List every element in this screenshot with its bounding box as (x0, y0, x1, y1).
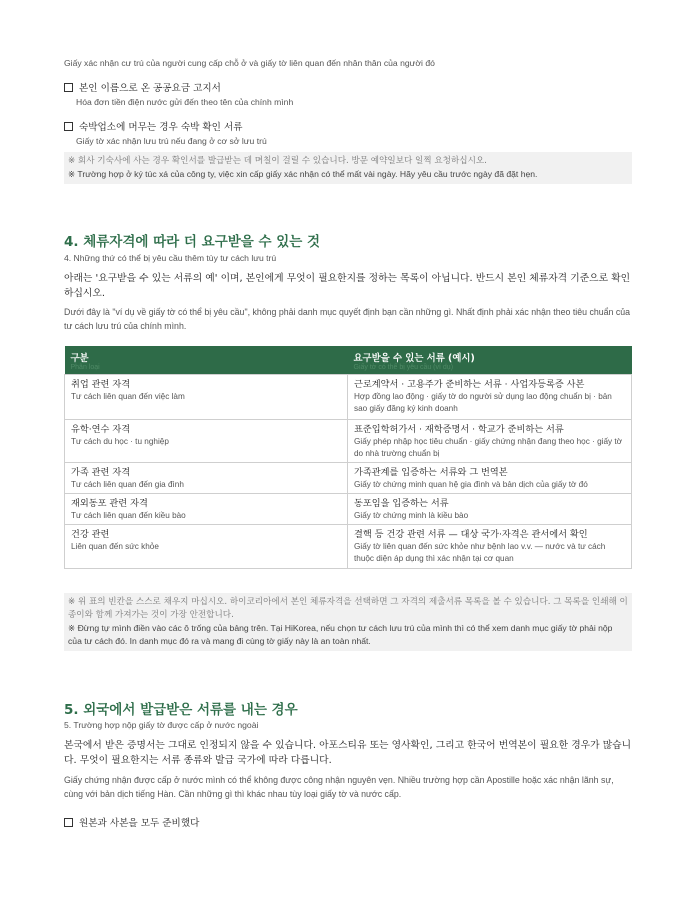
section-4-paragraph-korean: 아래는 '요구받을 수 있는 서류의 예' 이며, 본인에게 무엇이 필요한지를 정하는 목록이 아닙니다. 반드시 본인 체류자격 기준으로 확인하십시오. (64, 273, 631, 299)
table-cell-category: 유학·연수 자격 Tư cách du học · tu nghiệp (65, 420, 348, 463)
table-header-row (65, 346, 632, 375)
table-row (65, 494, 632, 525)
checklist-label: 본인 이름으로 온 공공요금 고지서 (79, 83, 221, 94)
checklist-sub-label: Giấy tờ xác nhận lưu trú nếu đang ở cơ sở lưu trú (76, 136, 267, 146)
table-row (65, 375, 632, 420)
checkbox-icon[interactable] (64, 122, 73, 131)
note-korean: ※ 회사 기숙사에 사는 경우 확인서를 발급받는 데 며칠이 걸릴 수 있습니다. 방문 예약일보다 일찍 요청하십시오. (68, 156, 487, 166)
note-vietnamese: ※ Đừng tự mình điền vào các ô trống của bảng trên. Tại HiKorea, nếu chọn tư cách lưu trú của mình thì có thể xem danh mục giấy tờ phải nộp của tư cách đó. In danh mục đó ra và mang đi cùng tờ giấy này là an toàn nhất. (68, 623, 613, 646)
header-documents: 요구받을 수 있는 서류 (예시) Giấy tờ có thể bị yêu cầu (ví dụ) (348, 346, 632, 375)
table-cell-documents: 결핵 등 건강 관련 서류 — 대상 국가·자격은 관서에서 확인 Giấy tờ liên quan đến sức khỏe như bệnh lao v.v. — nước và tư cách thuộc diện áp dụng thì xác nhận tại cơ quan (348, 525, 632, 569)
checklist-label: 원본과 사본을 모두 준비했다 (79, 818, 200, 829)
table-cell-documents: 가족관계를 입증하는 서류와 그 번역본 Giấy tờ chứng minh quan hệ gia đình và bản dịch của giấy tờ đó (348, 463, 632, 494)
section-4-title: 4. 체류자격에 따라 더 요구받을 수 있는 것 (64, 234, 321, 250)
table-row (65, 420, 632, 463)
documents-table (64, 346, 632, 569)
section-5-title: 5. 외국에서 발급받은 서류를 내는 경우 (64, 702, 298, 718)
note-table-instructions (64, 593, 632, 651)
note-korean: ※ 위 표의 빈칸을 스스로 채우지 마십시오. 하이코리아에서 본인 체류자격을 선택하면 그 자격의 제출서류 목록을 볼 수 있습니다. 그 목록을 인쇄해 이 종이와 함께 가져가는 것이 가장 안전합니다. (68, 597, 628, 620)
section-4-subtitle: 4. Những thứ có thể bị yêu cầu thêm tùy tư cách lưu trú (64, 253, 277, 263)
table-row (65, 525, 632, 569)
checkbox-icon[interactable] (64, 818, 73, 827)
top-continuation-line: Giấy xác nhận cư trú của người cung cấp chỗ ở và giấy tờ liên quan đến nhân thân của người đó (64, 58, 435, 68)
section-5-paragraph-vietnamese: Giấy chứng nhận được cấp ở nước mình có thể không được công nhận nguyên vẹn. Nhiều trường hợp cần Apostille hoặc xác nhận lãnh sự, cùng với bản dịch tiếng Hàn. Cần những gì thì khác nhau tùy loại giấy tờ và nước cấp. (64, 775, 614, 799)
table-row (65, 463, 632, 494)
section-5-subtitle: 5. Trường hợp nộp giấy tờ được cấp ở nước ngoài (64, 720, 259, 730)
header-category: 구분 Phân loại (65, 346, 348, 375)
table-cell-category: 건강 관련 Liên quan đến sức khỏe (65, 525, 348, 569)
note-vietnamese: ※ Trường hợp ở ký túc xá của công ty, việc xin cấp giấy xác nhận có thể mất vài ngày. Hãy yêu cầu trước ngày đã đặt hẹn. (68, 169, 538, 179)
checkbox-icon[interactable] (64, 83, 73, 92)
table-cell-documents: 동포임을 입증하는 서류 Giấy tờ chứng minh là kiều bào (348, 494, 632, 525)
note-dormitory (64, 152, 632, 184)
section-5-paragraph-korean: 본국에서 받은 증명서는 그대로 인정되지 않을 수 있습니다. 아포스티유 또는 영사확인, 그리고 한국어 번역본이 필요한 경우가 많습니다. 무엇이 필요한지는 서류 종류와 발급 국가에 따라 다릅니다. (64, 740, 632, 766)
checklist-sub-label: Hóa đơn tiền điện nước gửi đến theo tên của chính mình (76, 97, 294, 107)
checklist-item-lodging[interactable] (64, 119, 243, 133)
checklist-item-originals-copies[interactable] (64, 815, 199, 829)
checklist-item-utility-bill[interactable] (64, 80, 221, 94)
table-cell-documents: 표준입학허가서 · 재학증명서 · 학교가 준비하는 서류 Giấy phép nhập học tiêu chuẩn · giấy chứng nhận đang theo học · giấy tờ do nhà trường chuẩn bị (348, 420, 632, 463)
table-cell-documents: 근로계약서 · 고용주가 준비하는 서류 · 사업자등록증 사본 Hợp đồng lao động · giấy tờ do người sử dụng lao động chuẩn bị · bản sao giấy đăng ký kinh doanh (348, 375, 632, 420)
section-4-paragraph-vietnamese: Dưới đây là "ví dụ về giấy tờ có thể bị yêu cầu", không phải danh mục quyết định bạn cần những gì. Nhất định phải xác nhận theo tiêu chuẩn của tư cách lưu trú của chính mình. (64, 307, 631, 331)
table-cell-category: 취업 관련 자격 Tư cách liên quan đến việc làm (65, 375, 348, 420)
table-cell-category: 가족 관련 자격 Tư cách liên quan đến gia đình (65, 463, 348, 494)
table-cell-category: 재외동포 관련 자격 Tư cách liên quan đến kiều bào (65, 494, 348, 525)
checklist-label: 숙박업소에 머무는 경우 숙박 확인 서류 (79, 122, 243, 133)
